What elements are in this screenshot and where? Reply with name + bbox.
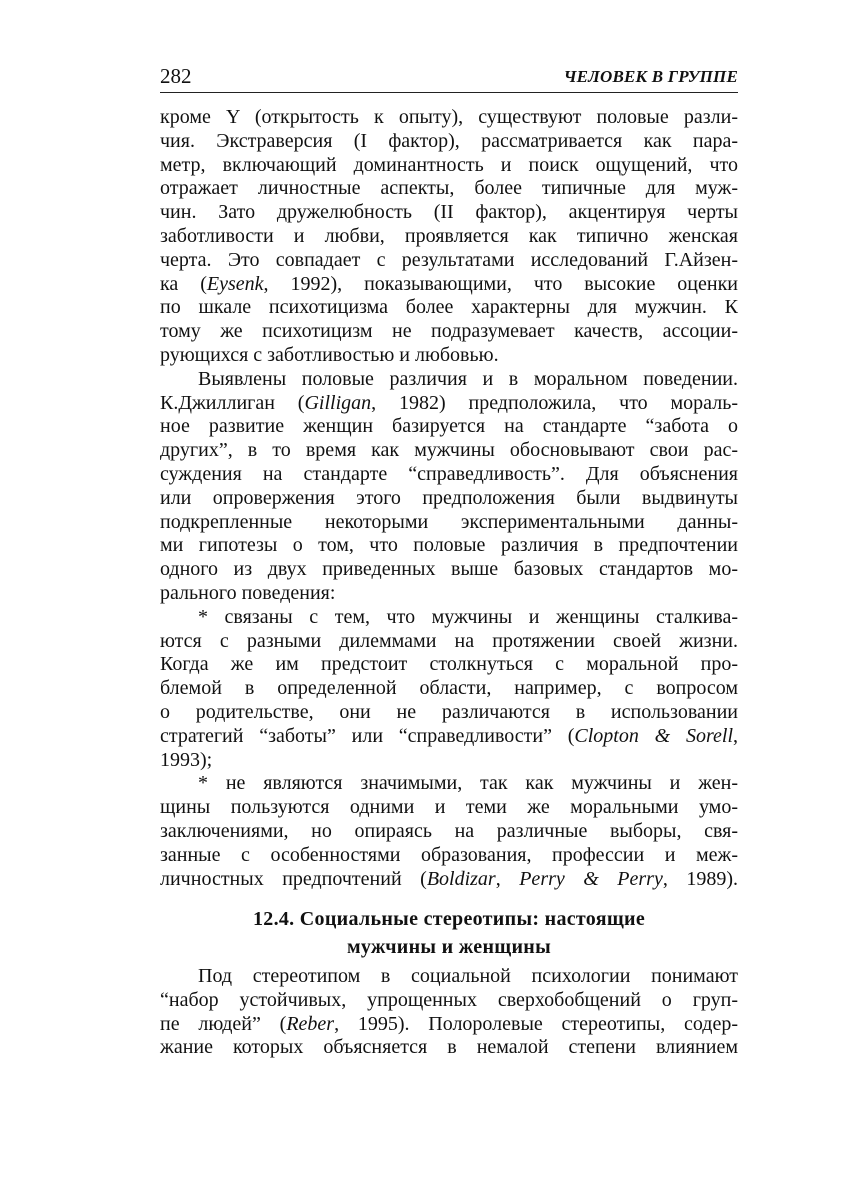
text-line: “набор устойчивых, упрощенных сверхобобщений о груп- [160,988,738,1011]
text-line: метр, включающий доминантность и поиск ощущений, что [160,153,738,176]
text-line: рального поведения: [160,581,336,604]
text-line: Когда же им предстоит столкнуться с моральной про- [160,653,738,676]
text-line: * связаны с тем, что мужчины и женщины сталкива- [198,605,738,628]
text-line: суждения на стандарте “справедливость”. Для объяснения [160,462,738,485]
text-line: занные с особенностями образования, профессии и меж- [160,843,738,866]
text-line: Выявлены половые различия и в моральном поведении. [198,367,738,390]
text-line: тому же психотицизм не подразумевает качеств, ассоции- [160,320,738,343]
text-line: * не являются значимыми, так как мужчины и жен- [198,772,738,795]
text-line: ное развитие женщин базируется на стандарте “забота о [160,415,738,438]
text-line: ка (Eysenk, 1992), показывающими, что высокие оценки [160,272,739,295]
section-heading [160,905,738,961]
text-line: рующихся с заботливостью и любовью. [160,343,499,366]
text-line: стратегий “заботы” или “справедливости” (Clopton & Sorell, [160,724,738,747]
text-line: блемой в определенной области, например, с вопросом [160,677,738,700]
text-line: Под стереотипом в социальной психологии понимают [198,965,738,987]
text-line: черта. Это совпадает с результатами исследований Г.Айзен- [160,248,738,271]
text-line: К.Джиллиган (Gilligan, 1982) предположила, что мораль- [160,391,738,414]
running-title: ЧЕЛОВЕК В ГРУППЕ [563,67,738,86]
section-heading-line-2: мужчины и женщины [346,936,552,958]
text-line: чин. Зато дружелюбность (II фактор), акцентируя черты [160,201,738,224]
text-line: о родительстве, они не различаются в использовании [160,700,738,723]
text-line: подкрепленные некоторыми экспериментальными данны- [160,510,738,533]
text-line: одного из двух приведенных выше базовых стандартов мо- [160,558,738,581]
text-line: заботливости и любви, проявляется как типично женская [160,224,738,247]
text-line: других”, в то время как мужчины обосновывают свои рас- [160,439,738,462]
text-line: 1993); [160,748,213,771]
text-line: кроме Y (открытость к опыту), существуют половые разли- [160,106,738,128]
text-line: жание которых объясняется в немалой степени влиянием [160,1036,738,1059]
text-line: ются с разными дилеммами на протяжении своей жизни. [160,629,738,652]
page-number: 282 [160,64,192,88]
text-line: чия. Экстраверсия (I фактор), рассматривается как пара- [160,129,738,152]
text-line: ми гипотезы о том, что половые различия в предпочтении [160,534,738,557]
text-line: щины пользуются одними и теми же моральными умо- [160,796,738,819]
running-header [160,60,738,93]
body-text-after-heading [160,965,738,1060]
text-line: по шкале психотицизма более характерны для мужчин. К [160,296,738,319]
text-line: отражает личностные аспекты, более типичные для муж- [160,177,738,200]
text-line: личностных предпочтений (Boldizar, Perry & Perry, 1989). [160,867,738,890]
section-heading-line-1: 12.4. Социальные стереотипы: настоящие [252,908,646,930]
text-line: пе людей” (Reber, 1995). Полоролевые стереотипы, содер- [160,1012,738,1035]
text-line: заключениями, но опираясь на различные выборы, свя- [160,819,738,842]
body-text-before-heading [160,106,738,891]
text-line: или опровержения этого предположения были выдвинуты [160,486,738,509]
